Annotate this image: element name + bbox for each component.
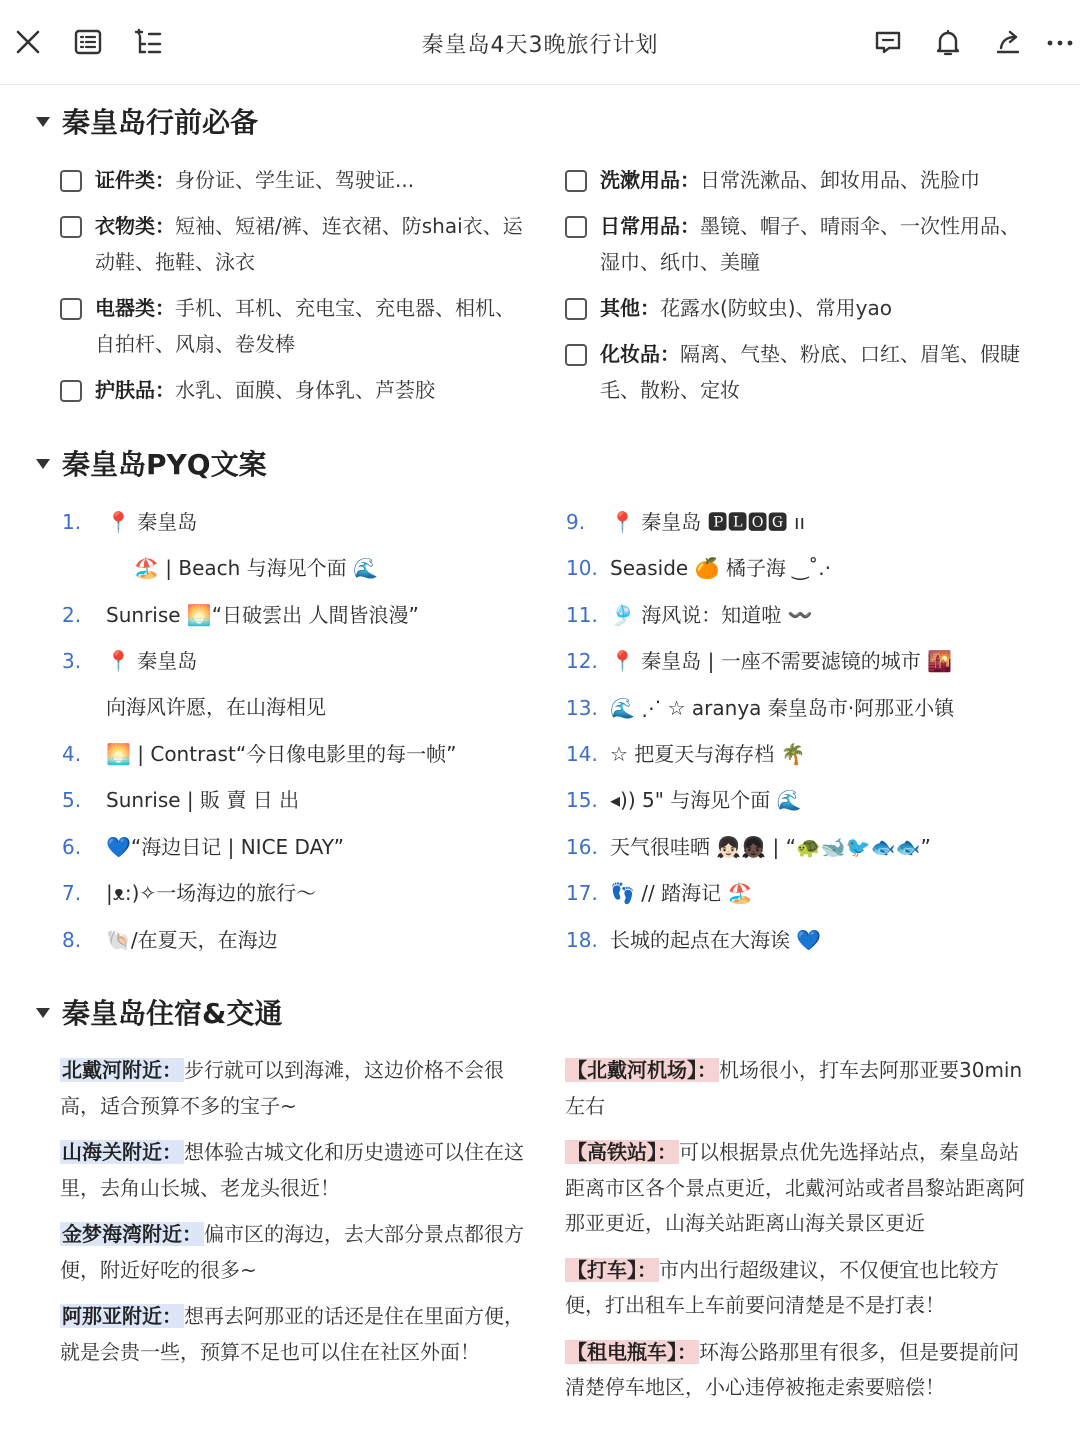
item-label: 电器类：	[95, 296, 175, 320]
checkbox[interactable]	[565, 298, 587, 320]
list-item	[62, 784, 542, 830]
caption-text: ☆ 把夏天与海存档 🌴	[610, 741, 806, 766]
accommodation-item	[60, 1299, 526, 1370]
stay-right-column	[565, 1053, 1031, 1417]
item-label: 日常用品：	[600, 214, 700, 238]
caption-text: 📍 秦皇岛	[106, 510, 198, 534]
list-number: 14.	[566, 741, 598, 766]
section-header-captions[interactable]	[36, 443, 267, 483]
list-item	[566, 831, 1066, 877]
area-text: 偏市区的海边，去大部分景点都很方便，附近好吃的很多~	[60, 1222, 524, 1282]
accommodation-item	[60, 1135, 526, 1206]
list-item	[566, 692, 1066, 738]
bell-icon[interactable]	[928, 22, 968, 62]
list-item	[62, 924, 542, 970]
caption-text: |ᴥ:)✧一场海边的旅行～	[106, 881, 317, 906]
caption-text: 📍 秦皇岛 | 一座不需要滤镜的城市 🌇	[610, 649, 952, 674]
checklist-item	[565, 208, 1035, 280]
caption-text: 🌊 ⋰ ☆ aranya 秦皇岛市·阿那亚小镇	[610, 695, 955, 720]
list-number: 15.	[566, 788, 598, 813]
list-item	[566, 599, 1066, 645]
list-number: 10.	[566, 556, 598, 581]
list-item	[566, 552, 1066, 598]
caption-text: 💙“海边日记 | NICE DAY”	[106, 834, 344, 859]
checkbox[interactable]	[565, 216, 587, 238]
item-text: 隔离、气垫、粉底、口红、眉笔、假睫毛、散粉、定妆	[600, 342, 1020, 402]
list-item	[566, 877, 1066, 923]
caption-text: Sunrise | 販 賣 日 出	[106, 788, 300, 813]
list-number: 12.	[566, 649, 598, 674]
list-number: 6.	[62, 834, 82, 859]
list-item	[62, 877, 542, 923]
item-label: 化妆品：	[600, 342, 680, 366]
caption-text: 天气很哇晒 👧🏻👧🏿 | “🐢🐋🐦🐟🐟”	[610, 834, 931, 859]
checklist-item	[60, 372, 530, 408]
caption-text: 长城的起点在大海诶 💙	[610, 927, 822, 952]
item-text: 手机、耳机、充电宝、充电器、相机、自拍杆、风扇、卷发棒	[95, 296, 515, 356]
list-number: 17.	[566, 881, 598, 906]
stay-left-column	[60, 1053, 526, 1381]
caption-text: 🎐 海风说：知道啦 〰️	[610, 602, 813, 627]
share-icon[interactable]	[988, 22, 1028, 62]
item-label: 洗漱用品：	[600, 168, 700, 192]
item-text: 墨镜、帽子、晴雨伞、一次性用品、湿巾、纸巾、美瞳	[600, 214, 1020, 274]
checklist-item	[565, 290, 1035, 326]
list-number: 5.	[62, 788, 82, 813]
section-title: 秦皇岛住宿&交通	[62, 997, 283, 1030]
packing-left-column	[60, 162, 530, 418]
outline-icon[interactable]	[68, 22, 108, 62]
area-text: 想再去阿那亚的话还是住在里面方便，就是会贵一些，预算不足也可以住在社区外面！	[60, 1304, 524, 1364]
area-label: 阿那亚附近：	[62, 1304, 182, 1328]
transport-item	[565, 1253, 1031, 1324]
captions-right-column	[566, 506, 1066, 970]
item-text: 身份证、学生证、驾驶证...	[175, 168, 415, 192]
transport-label: 【高铁站】：	[567, 1140, 677, 1164]
area-label: 金梦海湾附近：	[62, 1222, 202, 1246]
checklist-item	[60, 162, 530, 198]
packing-right-column	[565, 162, 1035, 418]
area-label: 北戴河附近：	[62, 1058, 182, 1082]
transport-text: 环海公路那里有很多，但是要提前问清楚停车地区，小心违停被拖走索要赔偿！	[565, 1339, 1019, 1399]
caption-text: ◂)) 5" 与海见个面 🌊	[610, 788, 802, 813]
caption-text: 📍 秦皇岛	[106, 649, 198, 674]
item-label: 证件类：	[95, 168, 175, 192]
caption-text: 🌅 | Contrast“今日像电影里的每一帧”	[106, 741, 457, 766]
item-text: 花露水(防蚊虫)、常用yao	[660, 296, 892, 320]
list-item	[62, 506, 542, 599]
section-title: 秦皇岛PYQ文案	[62, 448, 267, 481]
list-number: 7.	[62, 881, 82, 906]
list-tree-icon[interactable]	[128, 22, 168, 62]
page-title: 秦皇岛4天3晚旅行计划	[421, 33, 659, 58]
checkbox[interactable]	[565, 344, 587, 366]
checkbox[interactable]	[60, 170, 82, 192]
checklist-item	[60, 208, 530, 280]
collapse-caret-icon[interactable]	[36, 117, 50, 127]
item-text: 日常洗漱品、卸妆用品、洗脸巾	[700, 168, 980, 192]
section-header-packing[interactable]	[36, 101, 258, 141]
captions-left-column	[62, 506, 542, 970]
item-label: 护肤品：	[95, 378, 175, 402]
list-number: 13.	[566, 695, 598, 720]
transport-label: 【北戴河机场】：	[567, 1058, 717, 1082]
caption-text: Seaside 🍊 橘子海 ‿˚.·	[610, 556, 831, 581]
collapse-caret-icon[interactable]	[36, 1008, 50, 1018]
comment-icon[interactable]	[868, 22, 908, 62]
item-label: 衣物类：	[95, 214, 175, 238]
area-label: 山海关附近：	[62, 1140, 182, 1164]
list-number: 18.	[566, 927, 598, 952]
caption-subtext: 🏖️ | Beach 与海见个面 🌊	[134, 556, 378, 580]
caption-text: 🐚/在夏天，在海边	[106, 927, 278, 952]
transport-label: 【租电瓶车】：	[567, 1339, 697, 1364]
checkbox[interactable]	[60, 380, 82, 402]
checkbox[interactable]	[60, 216, 82, 238]
transport-label: 【打车】：	[567, 1257, 657, 1282]
close-icon[interactable]	[8, 22, 48, 62]
checkbox[interactable]	[565, 170, 587, 192]
more-icon[interactable]	[1040, 22, 1080, 62]
transport-item	[565, 1053, 1031, 1124]
list-number: 3.	[62, 649, 82, 674]
checklist-item	[60, 290, 530, 362]
section-title: 秦皇岛行前必备	[62, 106, 259, 139]
transport-text: 市内出行超级建议，不仅便宜也比较方便，打出租车上车前要问清楚是不是打表！	[565, 1257, 999, 1317]
checklist-item	[565, 336, 1035, 408]
caption-text: 📍 秦皇岛 🅿🅻🅾🅶 ıı	[610, 510, 806, 534]
list-item	[566, 784, 1066, 830]
list-number: 1.	[62, 510, 82, 534]
list-number: 16.	[566, 834, 598, 859]
list-item	[62, 599, 542, 645]
item-text: 水乳、面膜、身体乳、芦荟胶	[175, 378, 435, 402]
checklist-item	[565, 162, 1035, 198]
area-text: 想体验古城文化和历史遗迹可以住在这里，去角山长城、老龙头很近！	[60, 1140, 524, 1200]
list-item	[566, 645, 1066, 691]
list-number: 4.	[62, 741, 82, 766]
list-item	[566, 506, 1066, 552]
list-number: 9.	[566, 510, 586, 534]
list-number: 11.	[566, 602, 598, 627]
area-text: 步行就可以到海滩，这边价格不会很高，适合预算不多的宝子~	[60, 1058, 504, 1118]
transport-item	[565, 1135, 1031, 1242]
list-item	[566, 738, 1066, 784]
list-item	[62, 645, 542, 738]
list-number: 2.	[62, 602, 82, 627]
transport-text: 机场很小，打车去阿那亚要30min左右	[565, 1058, 1023, 1118]
caption-text: Sunrise 🌅“日破雲出 人間皆浪漫”	[106, 602, 419, 627]
transport-item	[565, 1335, 1031, 1406]
item-text: 短袖、短裙/裤、连衣裙、防shai衣、运动鞋、拖鞋、泳衣	[95, 214, 523, 274]
transport-text: 可以根据景点优先选择站点，秦皇岛站距离市区各个景点更近，北戴河站或者昌黎站距离阿那亚更近，山海关站距离山海关景区更近	[565, 1140, 1025, 1235]
checkbox[interactable]	[60, 298, 82, 320]
list-item	[62, 738, 542, 784]
caption-subtext: 向海风许愿，在山海相见	[106, 695, 326, 720]
list-number: 8.	[62, 927, 82, 952]
accommodation-item	[60, 1217, 526, 1288]
list-item	[566, 924, 1066, 970]
top-bar	[0, 0, 1080, 85]
caption-text: 👣 // 踏海记 🏖️	[610, 881, 753, 906]
item-label: 其他：	[600, 296, 660, 320]
collapse-caret-icon[interactable]	[36, 459, 50, 469]
list-item	[62, 831, 542, 877]
section-header-stay[interactable]	[36, 992, 282, 1032]
accommodation-item	[60, 1053, 526, 1124]
